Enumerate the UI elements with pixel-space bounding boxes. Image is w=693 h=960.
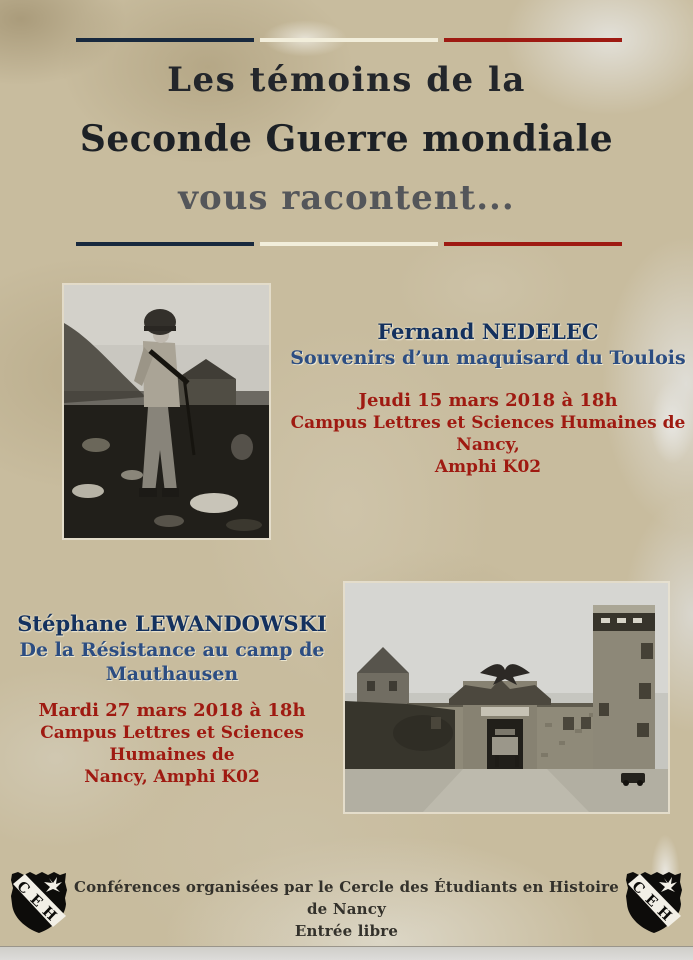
mauthausen-photo-image bbox=[345, 583, 668, 812]
event-nedelec bbox=[290, 318, 686, 478]
talk-topic-lewandowski-line2: Mauthausen bbox=[105, 663, 239, 685]
event-room-nedelec: Amphi K02 bbox=[434, 457, 542, 477]
crest-letter-h: H bbox=[38, 903, 60, 925]
event-details-nedelec bbox=[290, 390, 686, 478]
ceh-shield-icon bbox=[8, 870, 70, 936]
mauthausen-camp-photo bbox=[343, 581, 670, 814]
event-room-lewandowski: Nancy, Amphi K02 bbox=[84, 767, 260, 787]
flag-white-segment bbox=[260, 242, 438, 246]
crest-letter-c: C bbox=[628, 878, 648, 898]
poster-bottom-edge bbox=[0, 946, 693, 960]
ceh-crest-left bbox=[8, 870, 70, 936]
footer-free-entry: Entrée libre bbox=[294, 922, 399, 940]
event-date-lewandowski: Mardi 27 mars 2018 à 18h bbox=[38, 700, 306, 721]
crest-letter-e: E bbox=[26, 891, 46, 911]
tricolor-rule-bottom bbox=[76, 242, 622, 246]
ceh-crest-right bbox=[623, 870, 685, 936]
soldier-photo bbox=[62, 283, 271, 540]
talk-topic-lewandowski-line1: De la Résistance au camp de bbox=[19, 639, 325, 661]
flag-white-segment bbox=[260, 38, 438, 42]
speaker-name-nedelec: Fernand NEDELEC bbox=[377, 319, 599, 344]
event-venue-lewandowski: Campus Lettres et Sciences Humaines de bbox=[40, 723, 304, 765]
speaker-name-lewandowski: Stéphane LEWANDOWSKI bbox=[17, 611, 327, 636]
footer-organizer: Conférences organisées par le Cercle des Étudiants en Histoire de Nancy bbox=[73, 878, 620, 918]
soldier-photo-image bbox=[64, 285, 269, 538]
event-date-nedelec: Jeudi 15 mars 2018 à 18h bbox=[358, 390, 618, 411]
flag-red-segment bbox=[444, 38, 622, 42]
talk-topic-nedelec: Souvenirs d’un maquisard du Toulois bbox=[290, 347, 686, 369]
event-lewandowski bbox=[2, 610, 342, 788]
event-venue-nedelec: Campus Lettres et Sciences Humaines de Nancy, bbox=[290, 413, 686, 455]
tricolor-rule-top bbox=[76, 38, 622, 42]
flag-blue-segment bbox=[76, 242, 254, 246]
poster-title-line1: Les témoins de la bbox=[167, 60, 526, 100]
ceh-shield-icon bbox=[623, 870, 685, 936]
poster-title-line2: Seconde Guerre mondiale bbox=[79, 118, 614, 160]
flag-red-segment bbox=[444, 242, 622, 246]
poster-title-line3: vous racontent... bbox=[178, 178, 515, 218]
event-details-lewandowski bbox=[2, 700, 342, 788]
crest-letter-c: C bbox=[13, 878, 33, 898]
crest-letter-h: H bbox=[653, 903, 675, 925]
crest-letter-e: E bbox=[641, 891, 661, 911]
flag-blue-segment bbox=[76, 38, 254, 42]
